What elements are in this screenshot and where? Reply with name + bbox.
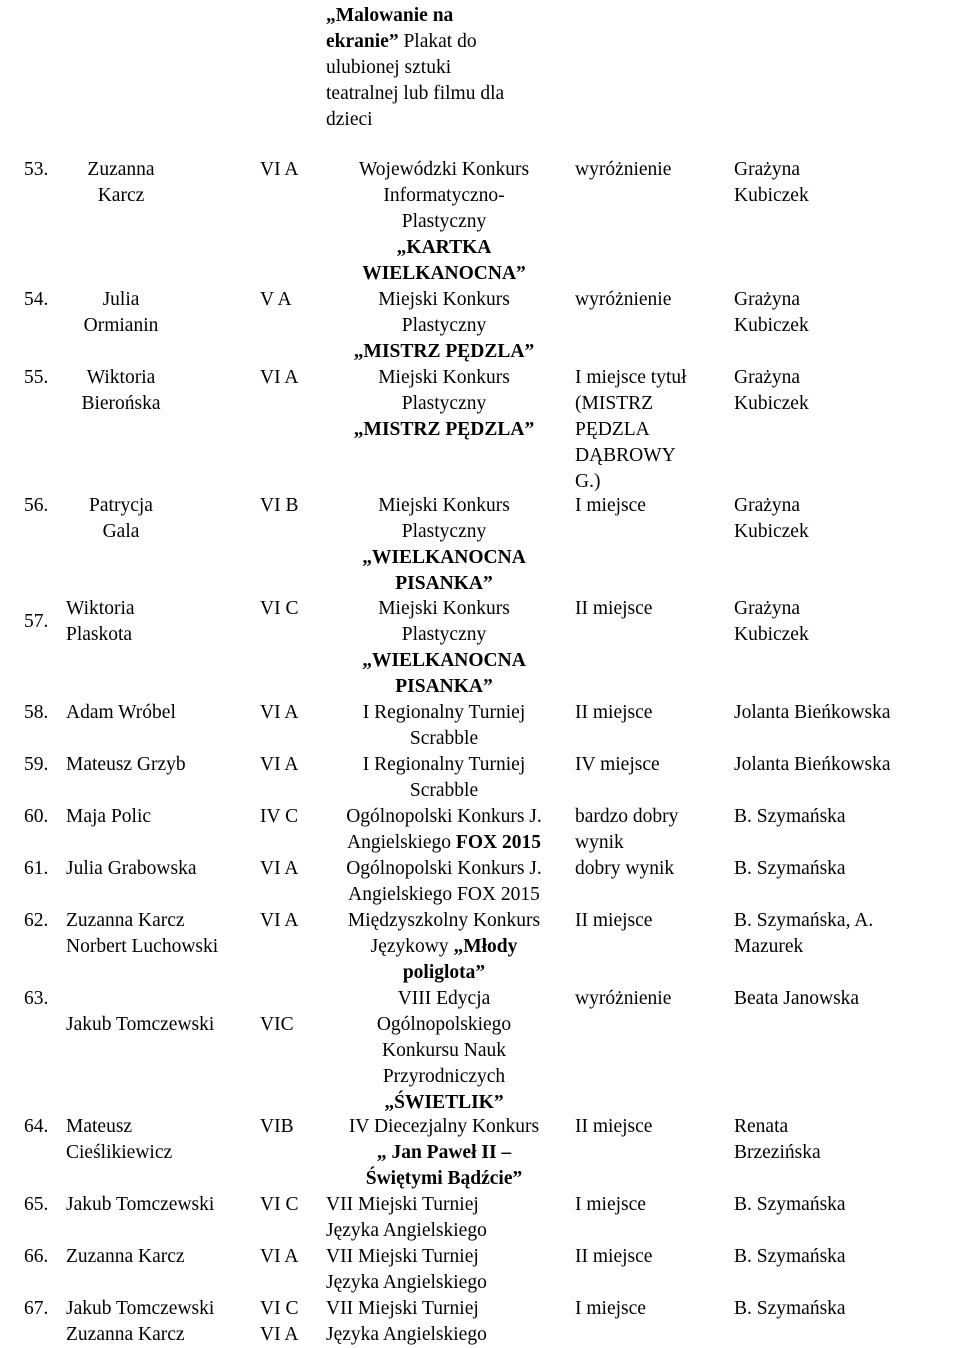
- result-text: PĘDZLA: [575, 419, 650, 440]
- competition-cell: [326, 856, 562, 908]
- result-cell: [575, 596, 652, 622]
- student-name: Cieślikiewicz: [66, 1142, 173, 1163]
- competition-text: Plastyczny: [401, 393, 487, 414]
- student-name-cell: [66, 493, 176, 545]
- teacher-cell: [734, 1114, 821, 1166]
- teacher-name: Kubiczek: [734, 624, 809, 645]
- competition-text: VII Miejski Turniej: [326, 1194, 479, 1215]
- class-cell: [260, 365, 298, 391]
- teacher-cell: [734, 493, 809, 545]
- student-name: Plaskota: [66, 624, 133, 645]
- result-text: DĄBROWY: [575, 445, 676, 466]
- student-name: Bierońska: [81, 393, 161, 414]
- competition-cell: [326, 986, 562, 1116]
- teacher-name: B. Szymańska: [734, 1194, 846, 1215]
- competition-line: [326, 287, 562, 313]
- result-cell: [575, 1114, 652, 1140]
- competition-text: Angielskiego FOX 2015: [348, 884, 540, 905]
- result-text: wyróżnienie: [575, 988, 672, 1009]
- competition-text: „ŚWIETLIK”: [384, 1092, 504, 1113]
- student-name-cell: [66, 908, 218, 960]
- student-name-cell: [66, 365, 176, 417]
- teacher-name: Grażyna: [734, 289, 801, 310]
- class-label: V A: [260, 289, 292, 310]
- result-text: wyróżnienie: [575, 159, 672, 180]
- competition-line: [326, 235, 562, 261]
- result-text: dobry wynik: [575, 858, 675, 879]
- teacher-cell: [734, 1192, 846, 1218]
- teacher-name: Mazurek: [734, 936, 804, 957]
- student-name-cell: [66, 1114, 172, 1166]
- competition-line: [326, 1140, 562, 1166]
- result-text: I miejsce: [575, 495, 646, 516]
- competition-line: [326, 1012, 562, 1038]
- competition-text: I Regionalny Turniej: [362, 754, 526, 775]
- student-name-cell: [66, 596, 135, 648]
- competition-text: Międzyszkolny Konkurs: [347, 910, 541, 931]
- result-text: wynik: [575, 832, 624, 853]
- competition-line: [326, 1296, 487, 1322]
- competition-text: Języka Angielskiego: [326, 1272, 487, 1293]
- competition-line: [326, 1322, 487, 1348]
- competition-text: poliglota”: [402, 962, 486, 983]
- teacher-name: Grażyna: [734, 495, 801, 516]
- student-name: Julia: [102, 289, 140, 310]
- competition-line: [326, 1218, 487, 1244]
- result-cell: [575, 700, 652, 726]
- student-name: Jakub Tomczewski: [66, 1014, 215, 1035]
- class-cell: [260, 1192, 298, 1218]
- student-name-cell: [66, 856, 197, 882]
- competition-text: „MISTRZ PĘDZLA”: [353, 341, 535, 362]
- row-number: 58.: [24, 702, 49, 723]
- row-number: 64.: [24, 1116, 49, 1137]
- teacher-name: B. Szymańska: [734, 806, 846, 827]
- result-cell: [575, 908, 652, 934]
- student-name-cell: [66, 1244, 185, 1270]
- row-number: 65.: [24, 1194, 49, 1215]
- result-cell: [575, 856, 674, 882]
- competition-cell: [326, 804, 562, 856]
- competition-line: [326, 830, 562, 856]
- competition-text: Plastyczny: [401, 624, 487, 645]
- competition-text: Miejski Konkurs: [378, 289, 510, 310]
- class-cell: [260, 856, 298, 882]
- competition-cell: [326, 596, 562, 700]
- class-cell: [260, 157, 298, 183]
- competition-text: Ogólnopolski Konkurs J.: [346, 806, 542, 827]
- student-name: Ormianin: [83, 315, 159, 336]
- result-cell: [575, 157, 671, 183]
- result-cell: [575, 1192, 646, 1218]
- competition-line: [326, 391, 562, 417]
- competition-line: [326, 1270, 487, 1296]
- result-text: G.): [575, 471, 601, 492]
- student-name: Maja Polic: [66, 806, 152, 827]
- competition-text: Świętymi Bądźcie”: [365, 1168, 523, 1189]
- result-text: II miejsce: [575, 1246, 653, 1267]
- result-cell: [575, 287, 671, 313]
- result-cell: [575, 365, 687, 495]
- competition-text: Plastyczny: [401, 315, 487, 336]
- competition-line: [326, 908, 562, 934]
- row-number: 53.: [24, 159, 49, 180]
- competition-bold-text: „Młody: [453, 936, 518, 957]
- competition-line: [326, 1038, 562, 1064]
- competition-cell: [326, 157, 562, 287]
- competition-line: [326, 571, 562, 597]
- competition-text: VII Miejski Turniej: [326, 1246, 479, 1267]
- class-label: VI A: [260, 858, 299, 879]
- competition-cell: [326, 700, 562, 752]
- result-cell: [575, 1296, 646, 1322]
- teacher-name: Jolanta Bieńkowska: [734, 754, 891, 775]
- result-text: I miejsce: [575, 1298, 646, 1319]
- row-number: 57.: [24, 611, 49, 632]
- teacher-name: Kubiczek: [734, 393, 809, 414]
- class-cell: [260, 908, 298, 934]
- competition-line: [326, 752, 562, 778]
- teacher-name: Renata: [734, 1116, 789, 1137]
- teacher-name: Kubiczek: [734, 315, 809, 336]
- student-name-cell: [66, 804, 151, 830]
- competition-text: Przyrodniczych: [382, 1066, 506, 1087]
- class-label: VI A: [260, 754, 299, 775]
- competition-line: [326, 1166, 562, 1192]
- student-name: Wiktoria: [66, 598, 135, 619]
- competition-cell: [326, 287, 562, 365]
- teacher-name: B. Szymańska, A.: [734, 910, 874, 931]
- competition-cell: [326, 365, 562, 443]
- competition-line: [326, 493, 562, 519]
- competition-text: WIELKANOCNA”: [362, 263, 526, 284]
- student-name: Zuzanna Karcz: [66, 1324, 185, 1345]
- competition-line: [326, 1114, 562, 1140]
- teacher-cell: [734, 157, 809, 209]
- competition-text: Angielskiego: [347, 832, 456, 853]
- student-name-cell: [66, 157, 176, 209]
- competition-text: Plastyczny: [401, 521, 487, 542]
- row-number: 67.: [24, 1298, 49, 1319]
- competition-cell: [326, 493, 562, 597]
- class-label: VI A: [260, 702, 299, 723]
- competition-line: [326, 157, 562, 183]
- teacher-cell: [734, 804, 846, 830]
- class-cell: [260, 596, 298, 622]
- teacher-name: Jolanta Bieńkowska: [734, 702, 891, 723]
- class-label: VI B: [260, 495, 299, 516]
- competition-text: Języka Angielskiego: [326, 1220, 487, 1241]
- competition-line: [326, 596, 562, 622]
- competition-line: [326, 1244, 487, 1270]
- class-cell: [260, 493, 298, 519]
- competition-line: dzieci: [326, 109, 373, 130]
- class-label: VI A: [260, 367, 299, 388]
- row-number: 60.: [24, 806, 49, 827]
- competition-line: [326, 1192, 487, 1218]
- row-number: 55.: [24, 367, 49, 388]
- competition-line: [326, 674, 562, 700]
- competition-text: Ogólnopolskiego: [376, 1014, 512, 1035]
- class-label: VI C: [260, 1194, 299, 1215]
- class-label: VI C: [260, 598, 299, 619]
- class-cell: [260, 700, 298, 726]
- competition-text: PISANKA”: [395, 573, 493, 594]
- competition-line: [326, 1090, 562, 1116]
- class-cell: [260, 1244, 298, 1270]
- competition-line: ekranie” Plakat do: [326, 31, 477, 52]
- class-label: VI A: [260, 1246, 299, 1267]
- competition-cell: [326, 1244, 487, 1296]
- row-number: 63.: [24, 988, 49, 1009]
- competition-text: „MISTRZ PĘDZLA”: [353, 419, 535, 440]
- competition-text: Scrabble: [409, 780, 479, 801]
- competition-line: [326, 519, 562, 545]
- student-name-cell: [66, 287, 176, 339]
- competition-line: [326, 778, 562, 804]
- row-number: 66.: [24, 1246, 49, 1267]
- student-name: Zuzanna Karcz: [66, 910, 185, 931]
- competition-line: [326, 804, 562, 830]
- result-text: IV miejsce: [575, 754, 660, 775]
- competition-line: „Malowanie na: [326, 5, 454, 26]
- competition-text: „WIELKANOCNA: [362, 547, 526, 568]
- teacher-cell: [734, 700, 891, 726]
- class-cell: [260, 287, 292, 313]
- result-text: (MISTRZ: [575, 393, 653, 414]
- student-name: Jakub Tomczewski: [66, 1194, 215, 1215]
- teacher-name: Grażyna: [734, 159, 801, 180]
- competition-line: [326, 856, 562, 882]
- result-text: I miejsce tytuł: [575, 367, 687, 388]
- teacher-cell: [734, 986, 859, 1012]
- teacher-name: Kubiczek: [734, 185, 809, 206]
- competition-text: VIII Edycja: [397, 988, 491, 1009]
- class-label: VI A: [260, 1324, 299, 1345]
- student-name-cell: [66, 1012, 214, 1038]
- competition-cell: [326, 1192, 487, 1244]
- row-number: 61.: [24, 858, 49, 879]
- result-cell: [575, 1244, 652, 1270]
- teacher-cell: [734, 365, 809, 417]
- competition-text: I Regionalny Turniej: [362, 702, 526, 723]
- result-text: II miejsce: [575, 1116, 653, 1137]
- competition-text: „WIELKANOCNA: [362, 650, 526, 671]
- competition-text: Miejski Konkurs: [378, 598, 510, 619]
- student-name: Mateusz Grzyb: [66, 754, 186, 775]
- class-label: VI A: [260, 159, 299, 180]
- row-number: 62.: [24, 910, 49, 931]
- student-name: Zuzanna: [87, 159, 155, 180]
- class-cell: [260, 752, 298, 778]
- student-name: Norbert Luchowski: [66, 936, 219, 957]
- teacher-name: Kubiczek: [734, 521, 809, 542]
- competition-text: „ Jan Paweł II –: [376, 1142, 512, 1163]
- teacher-name: B. Szymańska: [734, 858, 846, 879]
- teacher-cell: [734, 596, 809, 648]
- result-text: II miejsce: [575, 598, 653, 619]
- competition-text: Wojewódzki Konkurs: [358, 159, 530, 180]
- teacher-name: Beata Janowska: [734, 988, 860, 1009]
- result-text: II miejsce: [575, 702, 653, 723]
- student-name-cell: [66, 1296, 214, 1348]
- teacher-name: Brzezińska: [734, 1142, 821, 1163]
- student-name: Patrycja: [89, 495, 153, 516]
- result-cell: [575, 493, 646, 519]
- competition-text: Języka Angielskiego: [326, 1324, 487, 1345]
- competition-text: Miejski Konkurs: [378, 367, 510, 388]
- result-cell: [575, 986, 671, 1012]
- student-name-cell: [66, 1192, 214, 1218]
- result-text: bardzo dobry: [575, 806, 679, 827]
- class-label: VI A: [260, 910, 299, 931]
- class-label: VI C: [260, 1298, 299, 1319]
- teacher-cell: [734, 908, 873, 960]
- competition-text: Informatyczno-: [383, 185, 505, 206]
- teacher-cell: [734, 856, 846, 882]
- competition-text: Plastyczny: [401, 211, 487, 232]
- row-number: 59.: [24, 754, 49, 775]
- competition-line: [326, 648, 562, 674]
- class-cell: [260, 1012, 294, 1038]
- competition-line: [326, 261, 562, 287]
- student-name: Zuzanna Karcz: [66, 1246, 185, 1267]
- competition-text: PISANKA”: [395, 676, 493, 697]
- class-cell: [260, 804, 298, 830]
- class-cell: [260, 1114, 294, 1140]
- competition-text: Językowy: [370, 936, 454, 957]
- competition-line: [326, 1064, 562, 1090]
- teacher-name: Grażyna: [734, 598, 801, 619]
- competition-text: VII Miejski Turniej: [326, 1298, 479, 1319]
- competition-cell: [326, 752, 562, 804]
- competition-line: [326, 986, 562, 1012]
- competition-text: Miejski Konkurs: [378, 495, 510, 516]
- competition-line: [326, 934, 562, 960]
- student-name-cell: [66, 752, 186, 778]
- class-label: VIB: [260, 1116, 294, 1137]
- competition-line: teatralnej lub filmu dla: [326, 83, 505, 104]
- teacher-name: Grażyna: [734, 367, 801, 388]
- competition-line: [326, 209, 562, 235]
- competition-text: Scrabble: [409, 728, 479, 749]
- teacher-name: B. Szymańska: [734, 1298, 846, 1319]
- student-name: Julia Grabowska: [66, 858, 197, 879]
- result-text: wyróżnienie: [575, 289, 672, 310]
- competition-text: IV Diecezjalny Konkurs: [348, 1116, 540, 1137]
- competition-line: [326, 365, 562, 391]
- result-text: I miejsce: [575, 1194, 646, 1215]
- teacher-cell: [734, 752, 891, 778]
- competition-line: [326, 622, 562, 648]
- student-name: Mateusz: [66, 1116, 133, 1137]
- competition-line: [326, 417, 562, 443]
- row-number: 56.: [24, 495, 49, 516]
- teacher-name: B. Szymańska: [734, 1246, 846, 1267]
- student-name-cell: [66, 700, 176, 726]
- header-competition-cell: [326, 3, 504, 133]
- student-name: Gala: [102, 521, 140, 542]
- student-name: Karcz: [97, 185, 145, 206]
- class-label: VIC: [260, 1014, 294, 1035]
- competition-line: ulubionej sztuki: [326, 57, 452, 78]
- teacher-cell: [734, 1296, 846, 1322]
- class-cell: [260, 1296, 298, 1348]
- teacher-cell: [734, 1244, 846, 1270]
- competition-cell: [326, 1114, 562, 1192]
- competition-text: Ogólnopolski Konkurs J.: [346, 858, 542, 879]
- student-name: Adam Wróbel: [66, 702, 176, 723]
- competition-cell: [326, 1296, 487, 1348]
- competition-text: „KARTKA: [396, 237, 492, 258]
- competition-line: [326, 313, 562, 339]
- competition-line: [326, 545, 562, 571]
- competition-text: Konkursu Nauk: [381, 1040, 507, 1061]
- competition-bold-text: FOX 2015: [455, 832, 541, 853]
- class-label: IV C: [260, 806, 299, 827]
- competition-cell: [326, 908, 562, 986]
- result-text: II miejsce: [575, 910, 653, 931]
- result-cell: [575, 752, 660, 778]
- competition-line: [326, 339, 562, 365]
- row-number: 54.: [24, 289, 49, 310]
- student-name: Wiktoria: [86, 367, 156, 388]
- result-cell: [575, 804, 678, 856]
- student-name: Jakub Tomczewski: [66, 1298, 215, 1319]
- competition-line: [326, 726, 562, 752]
- teacher-cell: [734, 287, 809, 339]
- competition-line: [326, 183, 562, 209]
- competition-line: [326, 882, 562, 908]
- competition-line: [326, 960, 562, 986]
- competition-line: [326, 700, 562, 726]
